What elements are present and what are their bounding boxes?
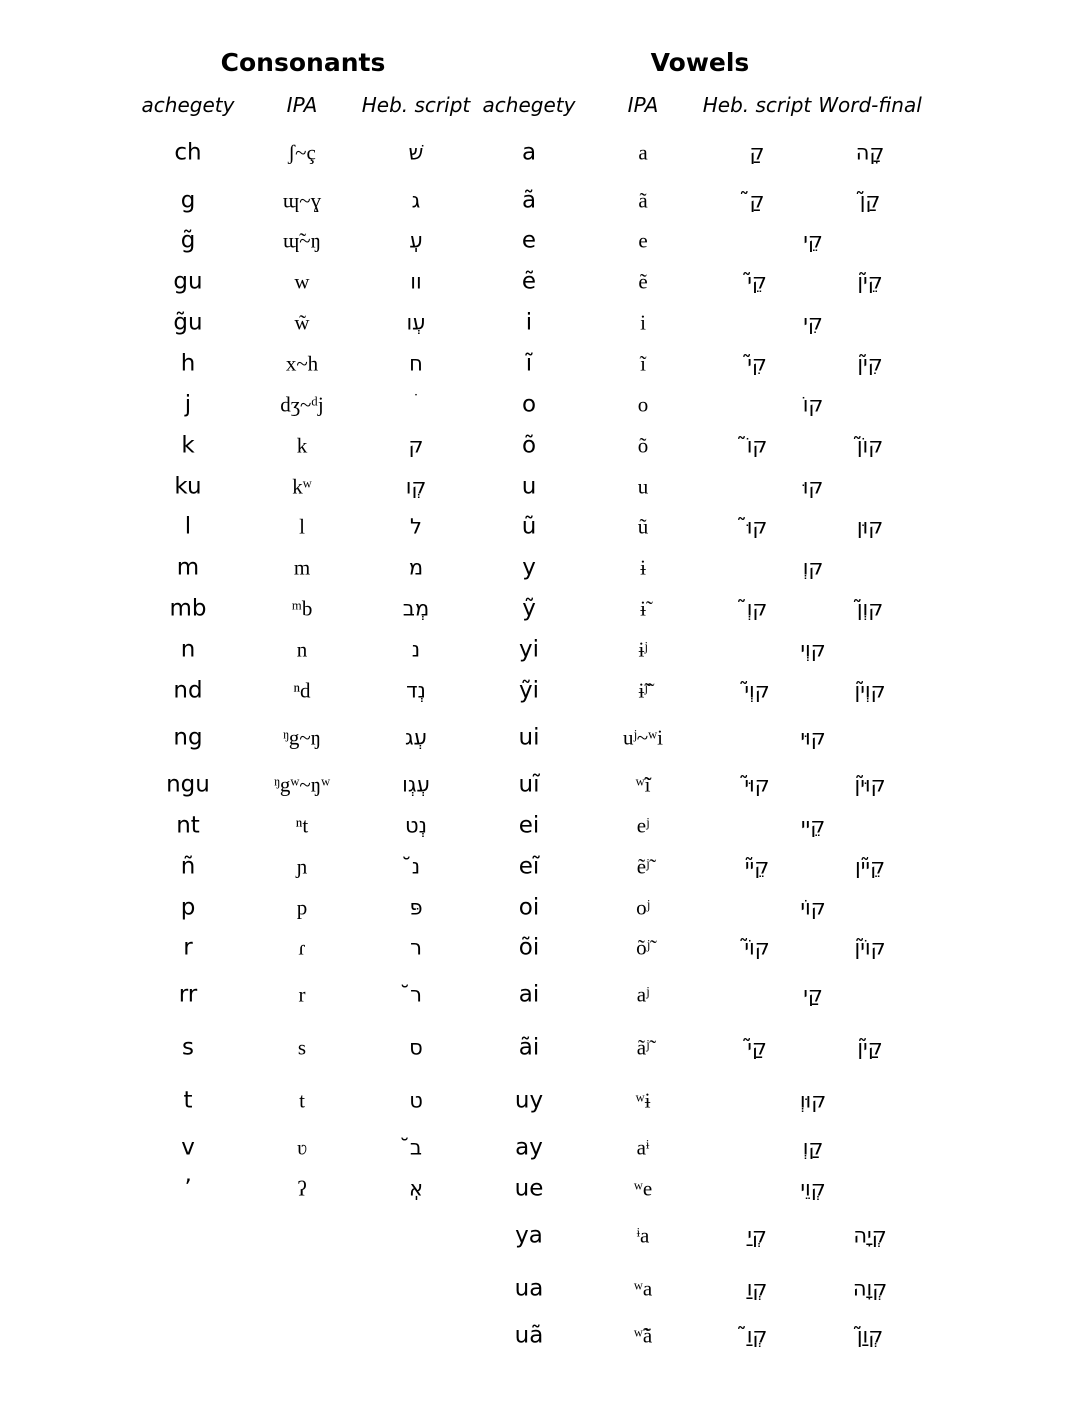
vowel-achegety: ãi	[518, 1034, 540, 1061]
vowel-ipa: ãʲ̃	[636, 1035, 650, 1060]
cons-heb-header: Heb. script	[361, 93, 471, 117]
consonant-ipa: ʔ	[297, 1176, 307, 1201]
consonant-ipa: dʒ~ᵈj	[280, 392, 324, 417]
consonant-ipa: p	[296, 895, 308, 920]
cons-ipa-header: IPA	[286, 93, 318, 117]
consonant-hebrew: ר	[410, 935, 422, 960]
consonant-achegety: nt	[176, 812, 200, 839]
vowel-hebrew: קַ	[749, 140, 765, 165]
vowel-achegety: uĩ	[518, 771, 540, 798]
vowel-hebrew-merged: קוְ	[802, 555, 824, 580]
vowel-hebrew: קִ̃י	[747, 351, 767, 376]
vowel-ipa: o	[637, 392, 649, 417]
vowel-achegety: ẽ	[521, 268, 537, 295]
vowel-hebrew: קְוַ̃	[746, 1323, 768, 1348]
vowel-achegety: ay	[515, 1134, 543, 1161]
consonant-ipa: ɰ̃~ŋ	[282, 228, 322, 253]
vowel-hebrew: קַ̃י	[747, 1035, 767, 1060]
consonant-ipa: l	[299, 514, 305, 539]
consonants-heading: Consonants	[220, 48, 386, 77]
vowel-hebrew: קַ̃	[749, 188, 765, 213]
vowel-word-final: קוֹ̃ין	[854, 935, 886, 960]
vowel-achegety: oi	[518, 894, 540, 921]
vowel-word-final: קוּ̃ין	[854, 772, 886, 797]
vowel-achegety: ei	[518, 812, 540, 839]
vowel-achegety: ỹ	[522, 595, 536, 622]
consonant-achegety: g̃u	[173, 309, 203, 336]
vowel-word-final: קוְ̃ין	[854, 678, 886, 703]
consonant-ipa: ɾ	[298, 935, 306, 960]
vowel-hebrew-merged: קוֹי	[800, 895, 826, 920]
consonant-ipa: n	[296, 637, 308, 662]
consonant-hebrew: ס	[409, 1035, 423, 1060]
vowel-ipa: ĩ	[640, 351, 646, 376]
consonant-achegety: nd	[173, 677, 203, 704]
vowel-achegety: uã	[514, 1322, 544, 1349]
consonant-achegety: l	[184, 513, 192, 540]
consonant-ipa: ᵐb	[291, 596, 313, 621]
cons-achegety-header: achegety	[141, 93, 235, 117]
consonant-achegety: g	[180, 187, 196, 214]
consonant-hebrew: נְד	[406, 678, 426, 703]
vowel-achegety: e	[521, 227, 537, 254]
vowel-achegety: ui	[518, 724, 540, 751]
consonant-ipa: ɰ~ɣ	[282, 188, 322, 213]
consonant-achegety: s	[182, 1034, 194, 1061]
vowel-achegety: ã	[521, 187, 537, 214]
vowel-hebrew-merged: קַי	[803, 982, 823, 1007]
vowel-ipa: ʷe	[633, 1176, 653, 1201]
vowel-achegety: ua	[514, 1275, 544, 1302]
consonant-achegety: ch	[174, 139, 202, 166]
consonant-achegety: m	[176, 554, 200, 581]
vowel-ipa: oʲ	[636, 895, 650, 920]
vowel-ipa: a	[638, 140, 648, 165]
vowel-hebrew: קֵ̃י	[747, 269, 767, 294]
vowel-ipa: e	[638, 228, 648, 253]
consonant-ipa: r	[298, 982, 306, 1007]
consonant-achegety: mb	[169, 595, 207, 622]
consonant-achegety: gu	[173, 268, 203, 295]
vowel-ipa: uʲ~ʷi	[623, 725, 663, 750]
consonant-achegety: r	[183, 934, 193, 961]
vowel-hebrew: קוֹ̃	[746, 433, 768, 458]
vowel-hebrew: קְוַ	[746, 1276, 768, 1301]
vow-achegety-header: achegety	[482, 93, 576, 117]
vowel-achegety: y	[522, 554, 536, 581]
consonant-ipa: kʷ	[292, 474, 312, 499]
vowel-hebrew-merged: קֵי	[803, 228, 823, 253]
vowel-hebrew: קֵ̃יי	[744, 854, 770, 879]
consonant-hebrew: ב̆	[409, 1135, 423, 1160]
vowel-ipa: aʲ	[636, 982, 650, 1007]
vowel-achegety: ỹi	[518, 677, 539, 704]
consonant-hebrew: ט	[409, 1088, 423, 1113]
vowel-achegety: ya	[515, 1222, 543, 1249]
vowel-achegety: ũ	[521, 513, 537, 540]
consonant-achegety: ’	[184, 1175, 192, 1202]
consonant-hebrew: נְט	[404, 813, 428, 838]
vowel-ipa: ũ	[637, 514, 649, 539]
vowel-word-final: קְיָה	[853, 1223, 887, 1248]
vowel-hebrew-merged: קוּוְ	[799, 1088, 827, 1113]
consonant-hebrew: עֽ	[409, 228, 423, 253]
consonant-ipa: w̃	[294, 310, 310, 335]
consonant-ipa: k	[296, 433, 308, 458]
vowel-ipa: ɨʲ	[638, 637, 648, 662]
consonant-achegety: n	[180, 636, 196, 663]
vowel-achegety: õi	[518, 934, 540, 961]
vowel-hebrew-merged: קִי	[803, 310, 823, 335]
vowel-hebrew-merged: קַוְ	[802, 1135, 824, 1160]
vowel-hebrew-merged: קְוֵי	[800, 1176, 826, 1201]
consonant-achegety: rr	[178, 981, 198, 1008]
consonant-achegety: j	[184, 391, 192, 418]
vowel-hebrew: קוְ̃י	[744, 678, 770, 703]
vowel-word-final: קִ̃ין	[857, 351, 883, 376]
consonant-ipa: ɲ	[296, 854, 308, 879]
vowel-hebrew-merged: קוּ	[802, 474, 824, 499]
consonant-hebrew: נ̆	[411, 854, 421, 879]
consonant-hebrew: ח	[409, 351, 423, 376]
vowel-achegety: uy	[514, 1087, 544, 1114]
vowel-achegety: a	[521, 139, 537, 166]
consonant-ipa: ᵑgʷ~ŋʷ	[273, 772, 331, 797]
consonant-ipa: s	[297, 1035, 307, 1060]
vowel-word-final: קְוָה	[852, 1276, 888, 1301]
vowel-ipa: õ	[637, 433, 649, 458]
consonant-achegety: g̃	[180, 227, 196, 254]
vowel-achegety: yi	[518, 636, 539, 663]
consonant-achegety: p	[180, 894, 196, 921]
consonant-achegety: h	[180, 350, 196, 377]
consonant-hebrew: וו	[410, 269, 422, 294]
vowel-ipa: i	[640, 310, 646, 335]
vow-heb-header: Heb. script	[702, 93, 812, 117]
vowel-hebrew: קוּ̃י	[744, 772, 770, 797]
consonant-ipa: m	[293, 555, 311, 580]
consonant-hebrew: ר̆	[410, 982, 422, 1007]
vowel-hebrew-merged: קוּי	[800, 725, 826, 750]
vowel-achegety: u	[521, 473, 537, 500]
vowel-ipa: eʲ	[636, 813, 650, 838]
vowel-hebrew-merged: קוְי	[800, 637, 826, 662]
vowel-ipa: ɨ̃ʲ̃	[638, 678, 648, 703]
consonant-hebrew: עְו	[406, 310, 426, 335]
consonant-ipa: ʋ	[297, 1135, 307, 1160]
vowel-ipa: u	[637, 474, 649, 499]
vowel-word-final: קַ̃ין	[857, 1035, 883, 1060]
vowel-word-final: קֵ̃ין	[857, 269, 883, 294]
vowel-ipa: ʷ̃ĩ	[635, 772, 651, 797]
consonant-hebrew: אֽ	[408, 1176, 424, 1201]
vowel-ipa: ʷ̃ã	[633, 1323, 653, 1348]
vowel-word-final: קְוַ̃ן	[856, 1323, 884, 1348]
consonant-hebrew: ק	[408, 433, 424, 458]
consonant-ipa: x~h	[285, 351, 319, 376]
consonant-hebrew: ג	[411, 188, 421, 213]
consonant-ipa: ⁿd	[293, 678, 311, 703]
vowel-achegety: i	[525, 309, 533, 336]
consonant-hebrew: עְג	[404, 725, 427, 750]
vowel-achegety: ue	[514, 1175, 544, 1202]
vowel-achegety: õ	[521, 432, 537, 459]
consonant-achegety: ku	[174, 473, 202, 500]
vow-final-header: Word-final	[818, 93, 922, 117]
consonant-achegety: ñ	[180, 853, 196, 880]
vowel-word-final: קַ̃ן	[859, 188, 881, 213]
vowel-hebrew-merged: קֵיי	[800, 813, 826, 838]
vowel-word-final: קוְ̃ן	[856, 596, 884, 621]
consonant-ipa: ᵑg~ŋ	[282, 725, 322, 750]
vowels-heading: Vowels	[650, 48, 750, 77]
vowel-word-final: קָה	[855, 140, 885, 165]
vowel-ipa: ã	[638, 188, 648, 213]
vowel-hebrew: קוֹ̃י	[744, 935, 770, 960]
vowel-ipa: ᶤa	[636, 1223, 650, 1248]
consonant-achegety: ngu	[166, 771, 210, 798]
consonant-hebrew: שׁ	[408, 140, 424, 165]
vowel-achegety: ai	[518, 981, 540, 1008]
consonant-achegety: ng	[173, 724, 203, 751]
consonant-achegety: v	[181, 1134, 195, 1161]
consonant-hebrew: קְו	[405, 474, 427, 499]
vowel-word-final: קוּן	[856, 514, 884, 539]
consonant-ipa: ʃ~ç	[288, 140, 316, 165]
consonant-achegety: k	[181, 432, 195, 459]
vowel-ipa: ɨ	[640, 555, 646, 580]
consonant-hebrew: מְב	[402, 596, 430, 621]
vowel-achegety: o	[521, 391, 537, 418]
vowel-achegety: eĩ	[518, 853, 540, 880]
vowel-word-final: קוֹ̃ן	[856, 433, 884, 458]
consonant-hebrew: מ	[408, 555, 424, 580]
vowel-ipa: ɨ̃	[640, 596, 646, 621]
vowel-ipa: ʷɨ	[635, 1088, 651, 1113]
vowel-word-final: קֵ̃יין	[854, 854, 885, 879]
vowel-hebrew: קוְ̃	[746, 596, 768, 621]
vowel-hebrew: קְיַ	[747, 1223, 767, 1248]
vowel-hebrew-merged: קוֹ	[802, 392, 824, 417]
consonant-ipa: ⁿt	[295, 813, 309, 838]
consonant-hebrew: פּ	[409, 895, 423, 920]
vowel-achegety: ĩ	[525, 350, 533, 377]
vowel-ipa: ẽʲ̃	[636, 854, 650, 879]
consonant-ipa: t	[299, 1088, 305, 1113]
consonant-achegety: t	[183, 1087, 193, 1114]
consonant-hebrew: ל	[410, 514, 422, 539]
consonant-ipa: w	[294, 269, 310, 294]
vowel-ipa: õʲ̃	[636, 935, 650, 960]
vowel-ipa: ʷa	[633, 1276, 653, 1301]
vow-ipa-header: IPA	[627, 93, 659, 117]
vowel-hebrew: קוּ̃	[746, 514, 768, 539]
consonant-hebrew: עְגְו	[402, 772, 430, 797]
vowel-ipa: aᶤ	[636, 1135, 650, 1160]
vowel-ipa: ẽ	[638, 269, 648, 294]
consonant-hebrew: נ	[411, 637, 421, 662]
